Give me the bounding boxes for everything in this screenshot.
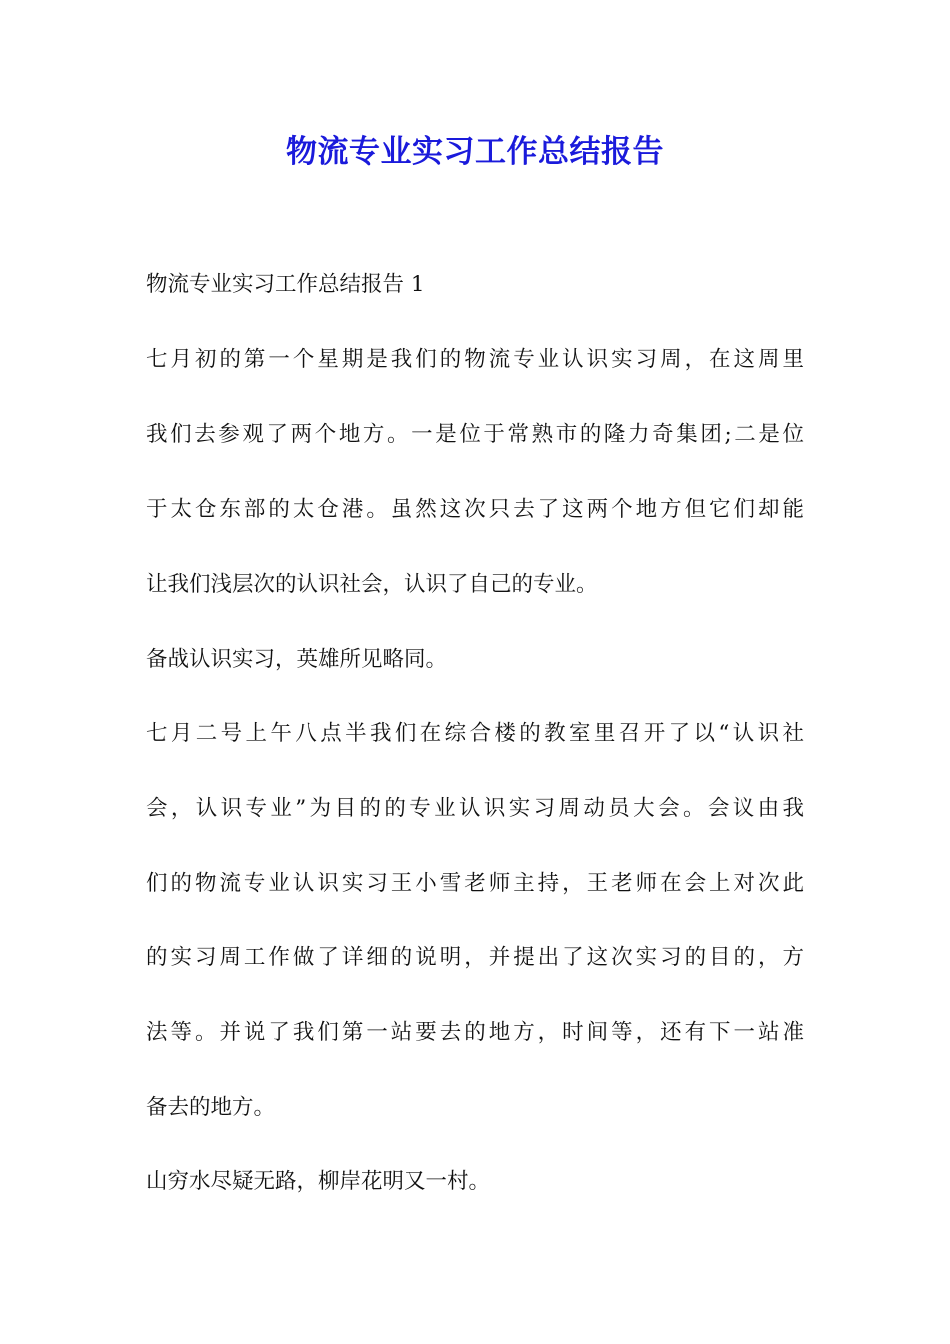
section-heading: 物流专业实习工作总结报告 1	[146, 272, 425, 297]
paragraph-line: 山穷水尽疑无路，柳岸花明又一村。	[146, 1169, 491, 1194]
paragraph-line: 于太仓东部的太仓港。虽然这次只去了这两个地方但它们却能	[146, 497, 804, 522]
paragraph-line: 七月初的第一个星期是我们的物流专业认识实习周，在这周里	[146, 347, 804, 372]
document-title: 物流专业实习工作总结报告	[286, 134, 664, 170]
paragraph-line: 备战认识实习，英雄所见略同。	[146, 647, 448, 672]
paragraph-line: 的实习周工作做了详细的说明，并提出了这次实习的目的，方	[146, 945, 804, 970]
paragraph-line: 们的物流专业认识实习王小雪老师主持，王老师在会上对次此	[146, 871, 804, 896]
paragraph-line: 七月二号上午八点半我们在综合楼的教室里召开了以“认识社	[146, 721, 804, 746]
paragraph-line: 会，认识专业”为目的的专业认识实习周动员大会。会议由我	[146, 796, 804, 821]
paragraph-line: 我们去参观了两个地方。一是位于常熟市的隆力奇集团;二是位	[146, 422, 804, 447]
paragraph-line: 法等。并说了我们第一站要去的地方，时间等，还有下一站准	[146, 1020, 804, 1045]
paragraph-line: 让我们浅层次的认识社会，认识了自己的专业。	[146, 572, 598, 597]
paragraph-line: 备去的地方。	[146, 1095, 276, 1120]
